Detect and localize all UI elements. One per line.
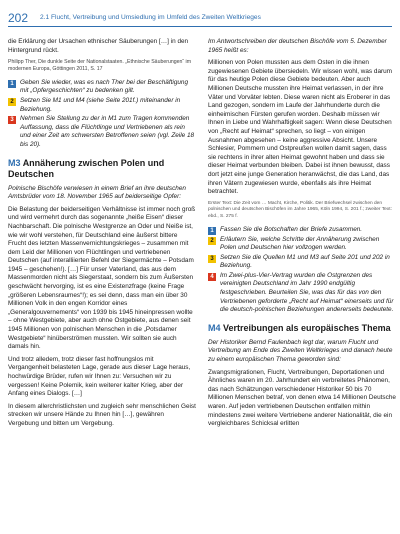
source-paragraph: In diesem allerchristlichsten und zugleich sehr menschlichen Geist strecken wir unsere Hände zu Ihnen hin […], gewähren Vergebung und bitten um Vergebung. bbox=[8, 402, 196, 427]
source-intro: Der Historiker Bernd Faulenbach legt dar, warum Flucht und Vertreibung am Ende des Zweiten Weltkrieges und danach heute zu einem europäischen Thema geworden sind: bbox=[208, 338, 393, 364]
task-text: Setzen Sie M1 und M4 (siehe Seite 201f.) miteinander in Beziehung. bbox=[20, 96, 181, 113]
task-item bbox=[8, 115, 196, 149]
task-number-badge: 3 bbox=[208, 255, 216, 263]
task-text: Geben Sie wieder, was es nach Ther bei der Beschäftigung mit „Opfergeschichten“ zu bedenken gilt. bbox=[20, 78, 189, 95]
task-number-badge: 3 bbox=[8, 116, 16, 124]
source-paragraph: Und trotz alledem, trotz dieser fast hoffnungslos mit Vergangenheit belasteten Lage, gerade aus dieser Lage heraus, hochwürdige Brüder, rufen wir Ihnen zu: Versuchen wir zu vergessen! Keine Polemik, kein weiterer kalter Krieg, aber der Anfang eines Dialogs. […] bbox=[8, 355, 191, 398]
task-item bbox=[8, 79, 196, 96]
task-number-badge: 2 bbox=[208, 237, 216, 245]
task-number-badge: 2 bbox=[8, 98, 16, 106]
task-item bbox=[208, 254, 396, 271]
task-text: Im Zwei-plus-Vier-Vertrag wurden die Ostgrenzen des vereinigten Deutschland im Jahr 1990 endgültig festgeschrieben. Beurteilen Sie, was das für das von den Vertriebenen geforderte „Recht auf Heimat“ einerseits und für die deutsch-polnischen Beziehungen andererseits bedeutete. bbox=[220, 271, 394, 314]
task-text: Setzen Sie die Quellen M1 und M3 auf Seite 201 und 202 in Beziehung. bbox=[220, 253, 390, 270]
task-number-badge: 1 bbox=[8, 80, 16, 88]
source-paragraph: Zwangsmigrationen, Flucht, Vertreibungen, Deportationen und Ähnliches waren im 20. Jahrhundert ein verbreitetes Phänomen, das nach Schätzungen verschiedener Historiker 50 bis 70 Millionen Menschen betraf, von denen etwa 14 Millionen Deutsche waren. Auf jeden vertriebenen Deutschen entfallen mithin mindestens zwei weitere Vertriebene anderer Nationalität, die ein vergleichbares Schicksal erlitten bbox=[208, 368, 396, 428]
task-item bbox=[208, 236, 396, 253]
task-item bbox=[8, 97, 196, 114]
source-citation: Philipp Ther, Die dunkle Seite der Nationalstaaten. „Ethnische Säuberungen“ im modernen Europa, Göttingen 2011, S. 17 bbox=[8, 59, 192, 72]
header-rule bbox=[8, 26, 392, 27]
source-citation: Erster Text: Die Zeit vom … Macht, Kirche, Politik. Der Briefwechsel zwischen den polnischen und deutschen Bischöfen im Jahre 1965, Köln 1994, S. 201 f.; zweiter Text: ebd., S. 275 f. bbox=[208, 200, 392, 219]
task-item bbox=[208, 226, 396, 235]
source-paragraph: Millionen von Polen mussten aus dem Osten in die ihnen zugewiesenen Gebiete übersiedeln. Wir wissen wohl, was darum für das heutige Polen diese Gebiete bedeuten. Aber auch Millionen Deutsche mussten ihre Heimat verlassen, in der ihre Väter und Vorväter lebten. Diese waren nicht als Eroberer in das Land gezogen, sondern im Laufe der Jahrhunderte durch die einheimischen Fürsten gerufen worden. Deshalb müssen wir Ihnen in Liebe und Wahrhaftigkeit sagen: Wenn diese Deutschen von „Recht auf Heimat“ sprechen, so liegt – von einigen Ausnahmen abgesehen – keine aggressive Absicht. Unsere Schlesier, Pommern und Ostpreußen wollen damit sagen, dass sie rechtens in ihrer alten Heimat gewohnt haben und dass sie dieser Heimat verbunden bleiben. Dabei ist ihnen bewusst, dass dort jetzt eine junge Generation heranwächst, die das Land, das ihren Vätern zugewiesen wurde, ebenfalls als ihre Heimat betrachtet. bbox=[208, 59, 392, 196]
task-text: Nehmen Sie Stellung zu der in M1 zum Tragen kommenden Auffassung, dass die Flüchtlinge und Vertriebenen als rein und einer Zeit am schwersten Betroffenen seien (vgl. Zeile 18 bis 20). bbox=[20, 115, 195, 148]
right-column bbox=[208, 38, 396, 433]
chapter-title: 2.1 Flucht, Vertreibung und Umsiedlung im Umfeld des Zweiten Weltkrieges bbox=[40, 14, 261, 21]
left-column bbox=[8, 38, 196, 433]
source-intro: Polnische Bischöfe verwiesen in einem Brief an ihre deutschen Amtsbrüder vom 18. November 1965 auf beiderseitige Opfer: bbox=[8, 184, 186, 201]
page-header bbox=[0, 0, 400, 34]
section-heading-m3 bbox=[8, 158, 196, 180]
task-number-badge: 1 bbox=[208, 227, 216, 235]
source-paragraph: Die Belastung der beiderseitigen Verhältnisse ist immer noch groß und wird vermehrt durch das sogenannte „heiße Eisen“ dieser Nachbarschaft. Die polnische Westgrenze an Oder und Neiße ist, wie wir wohl verstehen, für Deutschland eine äußerst bittere Frucht des letzten Massenvernichtungskrieges – zusammen mit dem Leid der Millionen von Flüchtlingen und vertriebenen Deutschen (auf interalliierten Befehl der Siegermächte – Potsdam 1945 – geschehen!). […] Für unser Vaterland, das aus dem Massenmorden nicht als Siegerstaat, sondern bis zum Äußersten geschwächt hervorging, ist es eine Existenzfrage (keine Frage „größeren Lebensraumes“!); es sei denn, dass man ein über 30 Millionen Volk in den engen Korridor eines „Generalgouvernements“ von 1939 bis 1945 hineinpressen wollte – ohne Westgebiete, aber auch ohne Ostgebiete, aus denen seit 1945 Millionen von polnischen Menschen in die „Potsdamer Westgebiete“ hinüberströmen mussten. Wir sollten sie auch damals hin. bbox=[8, 205, 196, 351]
section-title: Vertreibungen als europäisches Thema bbox=[223, 322, 391, 333]
page-number: 202 bbox=[8, 11, 29, 25]
intro-text: die Erklärung der Ursachen ethnischer Säuberungen […] in den Hintergrund rückt. bbox=[8, 38, 189, 54]
material-label: M3 bbox=[8, 157, 21, 168]
task-list bbox=[8, 79, 196, 150]
source-intro: Im Antwortschreiben der deutschen Bischöfe vom 5. Dezember 1965 heißt es: bbox=[208, 38, 387, 54]
task-list bbox=[208, 226, 396, 315]
section-heading-m4 bbox=[208, 323, 396, 334]
task-item bbox=[208, 272, 396, 315]
task-text: Erläutern Sie, welche Schritte der Annäherung zwischen Polen und Deutschen hier vollzogen werden. bbox=[220, 235, 380, 252]
task-text: Fassen Sie die Botschaften der Briefe zusammen. bbox=[220, 225, 363, 233]
task-number-badge: 4 bbox=[208, 273, 216, 281]
material-label: M4 bbox=[208, 322, 221, 333]
section-title: Annäherung zwischen Polen und Deutschen bbox=[8, 157, 165, 179]
